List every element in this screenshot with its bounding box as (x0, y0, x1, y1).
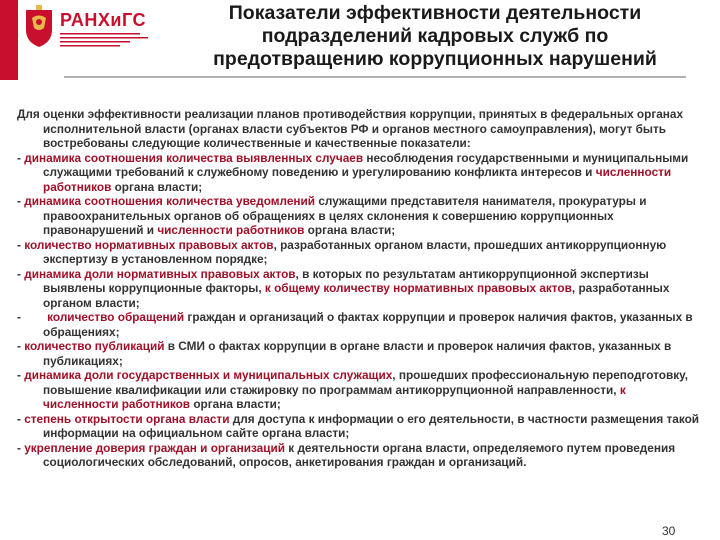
list-item: - количество обращений граждан и организаций о фактах коррупции и проверок наличия фактов, указанных в обращениях; (17, 310, 696, 339)
logo-text: РАНХиГС (60, 10, 146, 30)
logo-subtitle (60, 31, 155, 51)
body-text (17, 107, 701, 470)
list-item: - динамика соотношения количества выявленных случаев несоблюдения государственными и муниципальными служащими требований к служебному поведению и урегулированию конфликта интересов и численности работников органа власти; (17, 150, 689, 194)
list-item: - укрепление доверия граждан и организаций к деятельности органа власти, определяемого путем проведения социологических обследований, опросов, анкетирования граждан и организаций. (17, 440, 676, 469)
list-item: - динамика доли нормативных правовых актов, в которых по результатам антикоррупционной экспертизы выявлены коррупционные факторы, к общему количеству нормативных правовых актов, разработанных органом власти; (17, 266, 670, 310)
accent-bar (0, 0, 18, 80)
eagle-emblem-icon (22, 4, 56, 48)
list-item: - динамика соотношения количества уведомлений служащими представителя нанимателя, прокуратуры и правоохранительных органов об обращениях в целях склонения к совершению коррупционных правонарушений и численности работников органа власти; (17, 194, 647, 237)
list-item: - количество нормативных правовых актов, разработанных органом власти, прошедших антикоррупционную экспертизу в установленном порядке; (17, 237, 667, 266)
title-divider (64, 76, 686, 78)
list-item: - динамика доли государственных и муниципальных служащих, прошедших профессиональную переподготовку, повышение квалификации или стажировку по программам антикоррупционной направленности, к численности работников органа власти; (17, 368, 689, 411)
page-number: 30 (662, 524, 676, 538)
intro-paragraph: Для оценки эффективности реализации планов противодействия коррупции, принятых в федеральных органах исполнительной власти (органах власти субъектов РФ и органов местного самоуправления), могут быть востребованы следующие количественные и качественные показатели: (17, 107, 684, 150)
list-item: - количество публикаций в СМИ о фактах коррупции в органе власти и проверок наличия фактов, указанных в публикациях; (17, 339, 672, 368)
ranepa-logo (22, 4, 152, 54)
slide-title: Показатели эффективности деятельности подразделений кадровых служб по предотвращению коррупционных нарушений (213, 2, 657, 70)
list-item: - степень открытости органа власти для доступа к информации о его деятельности, в частности размещения такой информации на официальном сайте органа власти; (17, 411, 700, 440)
